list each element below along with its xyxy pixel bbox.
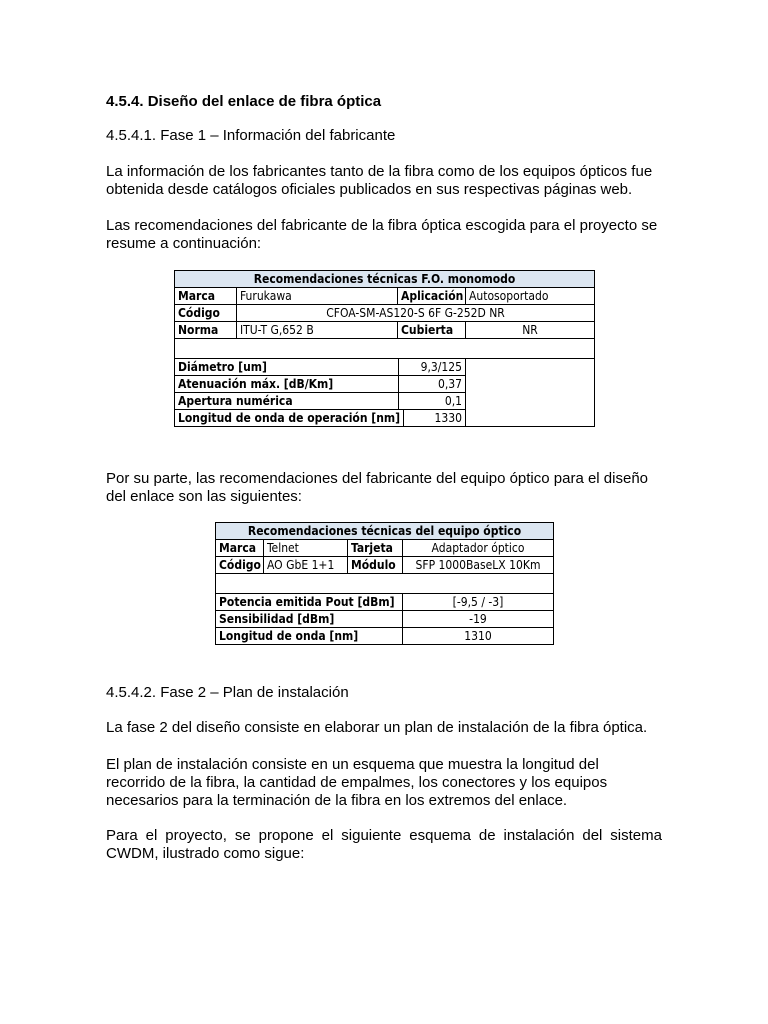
phase1-title: 4.5.4.1. Fase 1 – Información del fabricante — [106, 127, 396, 144]
table-row — [216, 523, 554, 540]
fiber-table-spacer — [175, 339, 595, 359]
fiber-longitud-value: 1330 — [434, 411, 462, 425]
equip-modulo-label: Módulo — [348, 557, 403, 574]
table-row — [175, 288, 595, 305]
paragraph-cwdm-scheme: Para el proyecto, se propone el siguiente esquema de instalación del sistema CWDM, ilustrado como sigue: — [106, 827, 662, 862]
phase2-title: 4.5.4.2. Fase 2 – Plan de instalación — [106, 684, 349, 701]
equip-marca-label: Marca — [216, 540, 264, 557]
fiber-diametro-value: 9,3/125 — [420, 360, 462, 374]
equip-modulo-value: SFP 1000BaseLX 10Km — [403, 557, 554, 574]
fiber-marca-value: Furukawa — [237, 288, 398, 305]
table-row — [216, 628, 554, 645]
section-title: 4.5.4. Diseño del enlace de fibra óptica — [106, 93, 382, 110]
paragraph-manufacturer-info: La información de los fabricantes tanto de la fibra como de los equipos ópticos fue obtenida desde catálogos oficiales publicados en sus respectivas páginas web. — [106, 163, 653, 198]
equip-sensibilidad-value: -19 — [403, 611, 554, 628]
paragraph-equipment-recommendations: Por su parte, las recomendaciones del fabricante del equipo óptico para el diseño del enlace son las siguientes: — [106, 470, 649, 505]
table-row — [216, 574, 554, 594]
fiber-table-title: Recomendaciones técnicas F.O. monomodo — [175, 271, 595, 288]
fiber-row-label — [175, 410, 466, 427]
table-row — [216, 557, 554, 574]
fiber-atenuacion-value: 0,37 — [437, 377, 462, 391]
fiber-longitud-label: Longitud de onda de operación [nm] — [175, 410, 404, 426]
fiber-optic-spec-table — [174, 270, 595, 427]
equip-table-title: Recomendaciones técnicas del equipo óptico — [216, 523, 554, 540]
equip-codigo-label: Código — [216, 557, 264, 574]
fiber-row-label — [175, 393, 466, 410]
table-row — [216, 540, 554, 557]
fiber-aplicacion-value: Autosoportado — [466, 288, 595, 305]
fiber-row-label — [175, 359, 466, 376]
fiber-apertura-value: 0,1 — [444, 394, 462, 408]
table-row — [175, 359, 595, 376]
table-row — [175, 339, 595, 359]
table-row — [175, 322, 595, 339]
equip-marca-value: Telnet — [264, 540, 348, 557]
equip-codigo-value: AO GbE 1+1 — [264, 557, 348, 574]
fiber-row-label — [175, 376, 466, 393]
fiber-marca-label: Marca — [175, 288, 237, 305]
equip-sensibilidad-label: Sensibilidad [dBm] — [216, 611, 403, 628]
table-row — [216, 594, 554, 611]
equip-longitud-label: Longitud de onda [nm] — [216, 628, 403, 645]
equip-longitud-value: 1310 — [403, 628, 554, 645]
fiber-codigo-label: Código — [175, 305, 237, 322]
table-row — [175, 305, 595, 322]
fiber-atenuacion-label: Atenuación máx. [dB/Km] — [175, 376, 399, 392]
equip-table-spacer — [216, 574, 554, 594]
optical-equipment-spec-table — [215, 522, 554, 645]
fiber-aplicacion-label: Aplicación — [398, 288, 466, 305]
fiber-norma-value: ITU-T G,652 B — [237, 322, 398, 339]
table-row — [175, 271, 595, 288]
paragraph-fiber-recommendations: Las recomendaciones del fabricante de la fibra óptica escogida para el proyecto se resume a continuación: — [106, 217, 658, 252]
fiber-cubierta-value: NR — [466, 322, 595, 339]
fiber-blank-cell — [466, 359, 595, 427]
equip-tarjeta-label: Tarjeta — [348, 540, 403, 557]
equip-potencia-value: [-9,5 / -3] — [403, 594, 554, 611]
equip-tarjeta-value: Adaptador óptico — [403, 540, 554, 557]
equip-potencia-label: Potencia emitida Pout [dBm] — [216, 594, 403, 611]
table-row — [216, 611, 554, 628]
fiber-norma-label: Norma — [175, 322, 237, 339]
fiber-codigo-value: CFOA-SM-AS120-S 6F G-252D NR — [237, 305, 595, 322]
paragraph-installation-plan: El plan de instalación consiste en un esquema que muestra la longitud del recorrido de la fibra, la cantidad de empalmes, los conectores y los equipos necesarios para la terminación de la fibra en los extremos del enlace. — [106, 756, 608, 809]
fiber-cubierta-label: Cubierta — [398, 322, 466, 339]
fiber-apertura-label: Apertura numérica — [175, 393, 399, 409]
paragraph-phase2: La fase 2 del diseño consiste en elaborar un plan de instalación de la fibra óptica. — [106, 719, 648, 736]
fiber-diametro-label: Diámetro [um] — [175, 359, 399, 375]
